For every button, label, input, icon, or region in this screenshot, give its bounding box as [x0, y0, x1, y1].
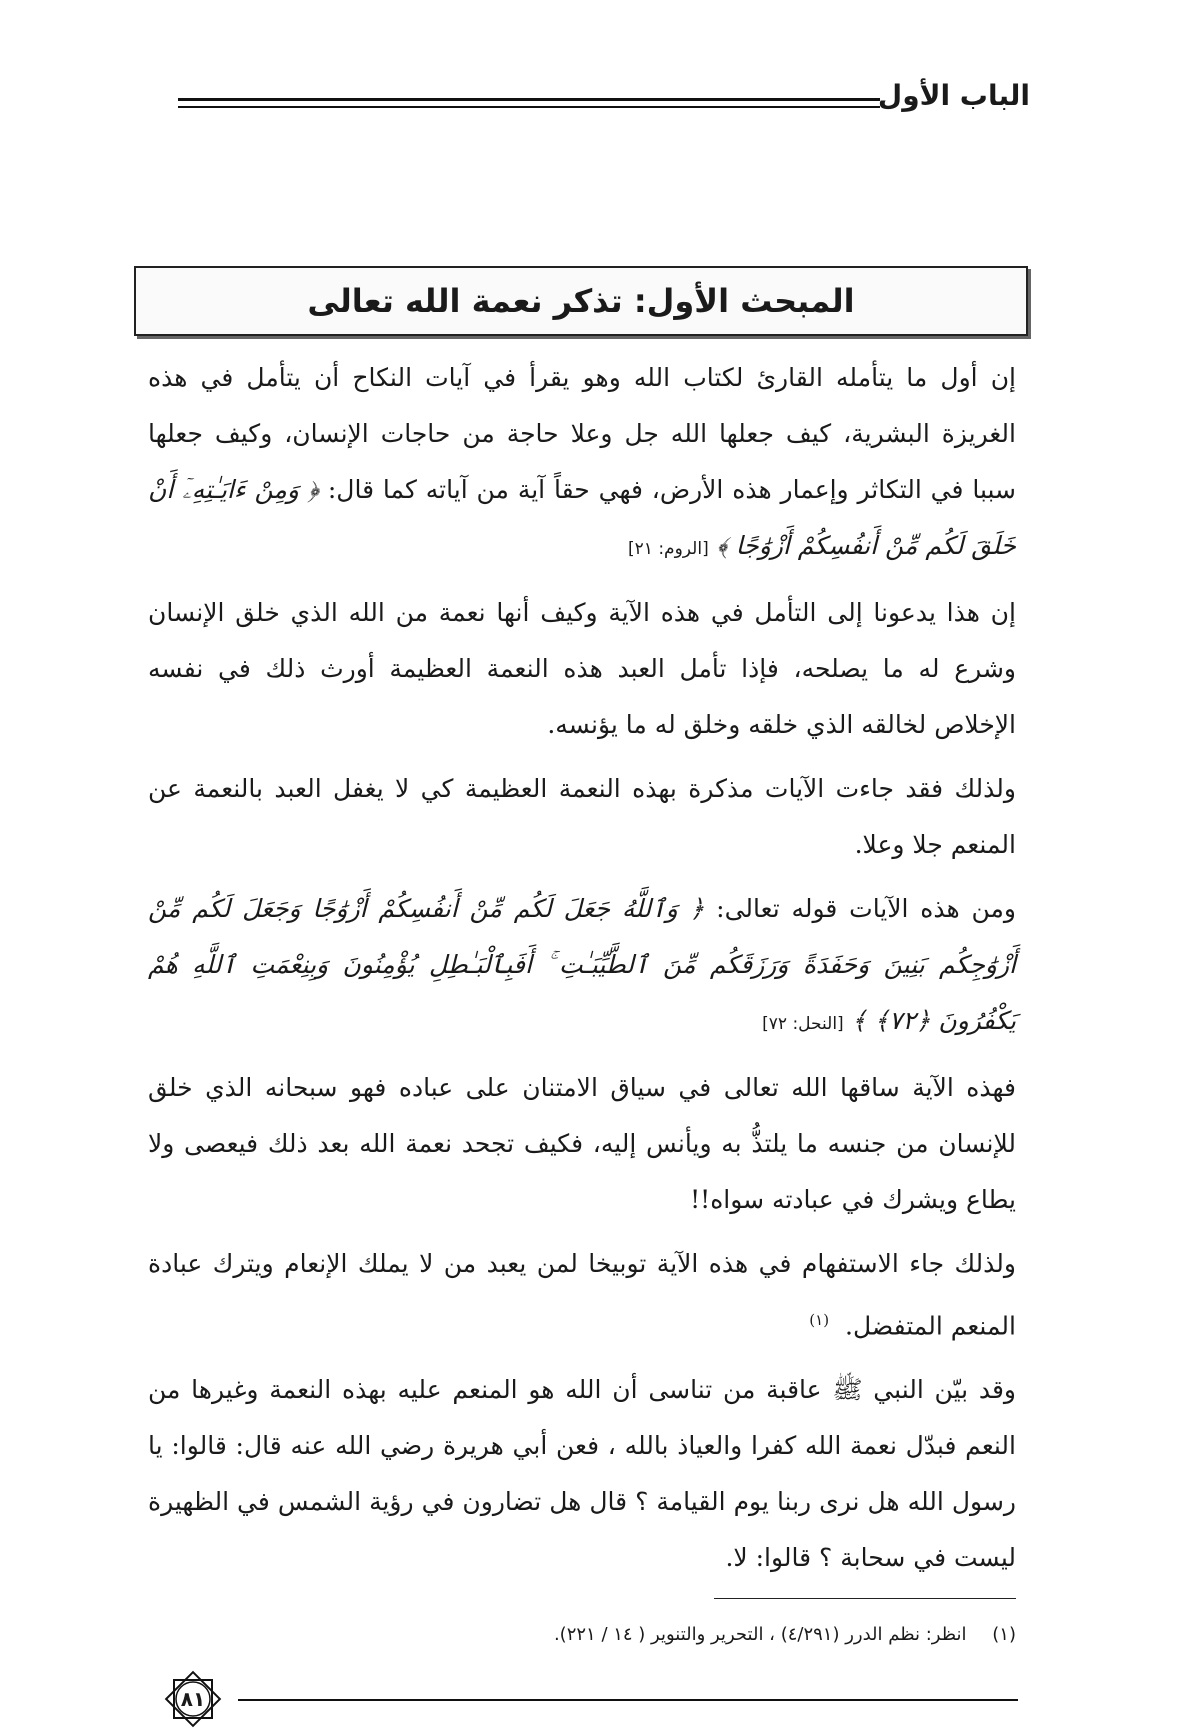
- paragraph-3: [148, 761, 1016, 873]
- paragraph-2: [148, 585, 1016, 753]
- header-rule-thin: [178, 106, 880, 108]
- paragraph-6-text: ولذلك جاء الاستفهام في هذه الآية توبيخا لمن يعبد من لا يملك الإنعام ويترك عبادة المنعم المتفضل.: [148, 1249, 1016, 1341]
- quran-verse-rum: ﴿ وَمِنْ ءَايَـٰتِهِۦٓ أَنْ خَلَقَ لَكُم مِّنْ أَنفُسِكُمْ أَزْوَٰجًا ﴾: [148, 475, 1016, 560]
- section-title: المبحث الأول: تذكر نعمة الله تعالى: [307, 282, 855, 320]
- footnote-separator: [714, 1598, 1016, 1599]
- paragraph-5-text: فهذه الآية ساقها الله تعالى في سياق الامتنان على عباده فهو سبحانه الذي خلق للإنسان من جنسه ما يلتذُّ به ويأنس إليه، فكيف تجحد نعمة الله بعد ذلك فيعصى ولا يطاع ويشرك في عبادته سواه!!: [148, 1073, 1016, 1214]
- paragraph-1: [148, 350, 1016, 577]
- header-rule-thick: [178, 98, 880, 101]
- paragraph-4: [148, 881, 1016, 1052]
- footnote-text: انظر: نظم الدرر (٤/٢٩١) ، التحرير والتنوير ( ١٤ / ٢٢١).: [553, 1624, 967, 1645]
- footer-rule: [238, 1699, 1018, 1701]
- verse-reference-rum: [الروم: ٢١]: [628, 539, 709, 559]
- main-text: [148, 350, 1016, 1594]
- paragraph-4-intro: ومن هذه الآيات قوله تعالى:: [716, 894, 1016, 923]
- page-number: ٨١: [180, 1687, 206, 1711]
- footnote-number: (١): [992, 1624, 1016, 1645]
- footnote: [554, 1624, 1016, 1645]
- running-header: [178, 78, 1030, 118]
- paragraph-7: [148, 1362, 1016, 1586]
- paragraph-7-text: وقد بيّن النبي ﷺ عاقبة من تناسى أن الله هو المنعم عليه بهذه النعمة وغيرها من النعم فبدّل نعمة الله كفرا والعياذ بالله ، فعن أبي هريرة رضي الله عنه قال: قالوا: يا رسول الله هل نرى ربنا يوم القيامة ؟ قال هل تضارون في رؤية الشمس في الظهيرة ليست في سحابة ؟ قالوا: لا.: [148, 1375, 1016, 1573]
- paragraph-5: [148, 1060, 1016, 1228]
- verse-reference-nahl: [النحل: ٧٢]: [762, 1014, 844, 1034]
- paragraph-3-text: ولذلك فقد جاءت الآيات مذكرة بهذه النعمة العظيمة كي لا يغفل العبد بالنعمة عن المنعم جلا وعلا.: [148, 774, 1016, 859]
- quran-verse-nahl: ﴿ وَٱللَّهُ جَعَلَ لَكُم مِّنْ أَنفُسِكُمْ أَزْوَٰجًا وَجَعَلَ لَكُم مِّنْ أَزْوَٰجِكُم بَنِينَ وَحَفَدَةً وَرَزَقَكُم مِّنَ ٱلطَّيِّبَـٰتِ ۚ أَفَبِٱلْبَـٰطِلِ يُؤْمِنُونَ وَبِنِعْمَتِ ٱللَّهِ هُمْ يَكْفُرُونَ ﴿٧٢﴾ ﴾: [148, 894, 1016, 1035]
- paragraph-2-text: إن هذا يدعونا إلى التأمل في هذه الآية وكيف أنها نعمة من الله الذي خلق الإنسان وشرع له ما يصلحه، فإذا تأمل العبد هذه النعمة العظيمة أورث ذلك في نفسه الإخلاص لخالقه الذي خلقه وخلق له ما يؤنسه.: [148, 598, 1016, 739]
- section-title-box: [134, 266, 1028, 336]
- chapter-title: الباب الأول: [877, 79, 1030, 112]
- paragraph-1-text: إن أول ما يتأمله القارئ لكتاب الله وهو يقرأ في آيات النكاح أن يتأمل في هذه الغريزة البشرية، كيف جعلها الله جل وعلا حاجة من حاجات الإنسان، وكيف جعلها سببا في التكاثر وإعمار هذه الأرض، فهي حقاً آية من آياته كما قال:: [148, 363, 1017, 504]
- page-number-ornament: [162, 1668, 224, 1730]
- paragraph-6: [148, 1236, 1016, 1354]
- footnote-marker[interactable]: (١): [809, 1311, 830, 1329]
